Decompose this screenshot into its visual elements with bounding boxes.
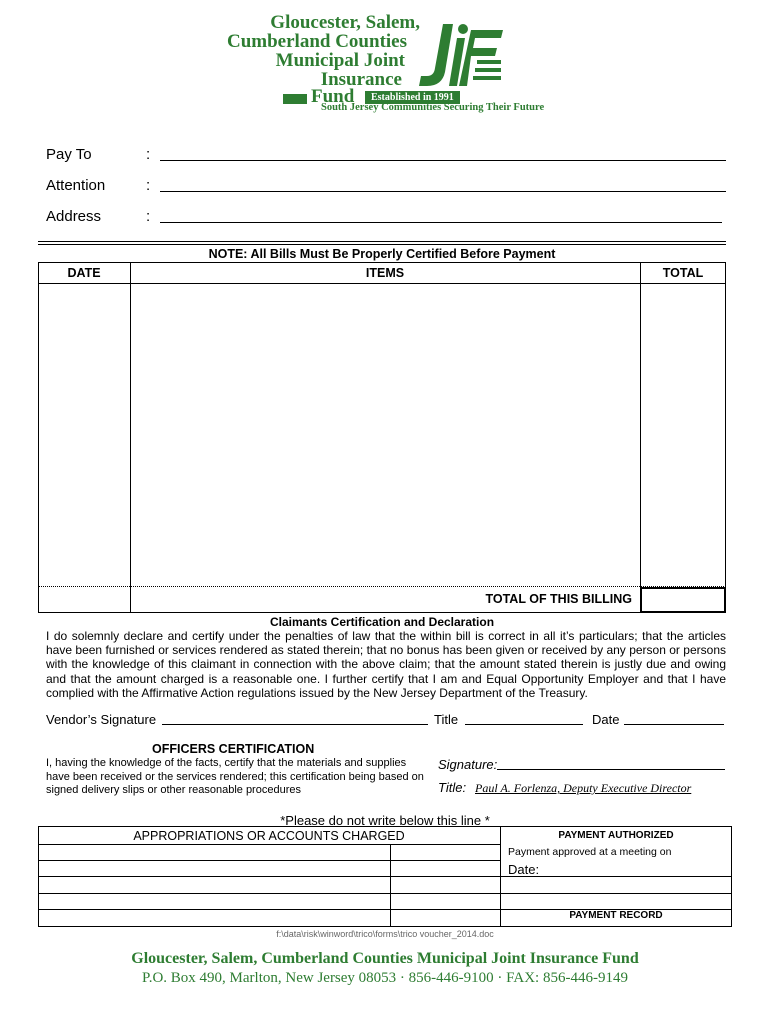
col-date-header: DATE — [67, 266, 101, 280]
attention-label: Attention — [46, 177, 106, 194]
appropriations-rule-5 — [38, 909, 500, 910]
vendor-title-label: Title — [434, 712, 459, 727]
vendor-signature-label: Vendor’s Signature — [46, 712, 157, 727]
pay-to-input[interactable] — [160, 160, 726, 161]
file-path: f:\data\risk\winword\trico\forms\trico voucher_2014.doc — [276, 929, 494, 939]
footer-address: P.O. Box 490, Marlton, New Jersey 08053 · 856-446-9100 · FAX: 856-446-9149 — [142, 970, 628, 986]
payment-approved-text: Payment approved at a meeting on — [508, 846, 672, 858]
appropriations-rule-3 — [38, 876, 732, 877]
logo-line-1: Gloucester, Salem, — [270, 12, 420, 33]
appropriations-header: APPROPRIATIONS OR ACCOUNTS CHARGED — [133, 829, 405, 843]
officers-text: I, having the knowledge of the facts, certify that the materials and supplies have been received or the services rendered; this certification being based on signed delivery slips or other reasonable procedures — [46, 757, 424, 796]
address-colon: : — [146, 208, 151, 225]
footer-org-name: Gloucester, Salem, Cumberland Counties Municipal Joint Insurance Fund — [131, 950, 639, 967]
payment-date-label: Date: — [508, 862, 540, 877]
officer-signature-input[interactable] — [497, 769, 725, 770]
attention-colon: : — [146, 177, 151, 194]
address-input[interactable] — [160, 222, 722, 223]
vendor-title-input[interactable] — [465, 724, 583, 725]
fund-logo — [225, 12, 545, 114]
vendor-date-label: Date — [592, 712, 620, 727]
logo-line-4: Insurance — [320, 69, 402, 90]
logo-tagline: South Jersey Communities Securing Their Future — [321, 102, 545, 113]
total-billing-input[interactable] — [640, 587, 726, 613]
logo-fund-bar — [283, 94, 307, 104]
officers-title: OFFICERS CERTIFICATION — [152, 742, 315, 756]
payment-authorized-header: PAYMENT AUTHORIZED — [558, 830, 674, 841]
jif-emblem-icon — [413, 20, 505, 100]
attention-input[interactable] — [160, 191, 726, 192]
officer-title-label: Title: — [438, 780, 467, 795]
logo-line-5: Fund — [311, 86, 355, 107]
total-billing-label: TOTAL OF THIS BILLING — [485, 592, 632, 606]
appropriations-col-divider — [390, 844, 391, 927]
billing-note: NOTE: All Bills Must Be Properly Certified Before Payment — [208, 247, 556, 261]
col-items-header: ITEMS — [365, 266, 405, 280]
claimant-text: I do solemnly declare and certify under the penalties of law that the within bill is correct in all it’s particulars; that the articles have been furnished or services rendered as stated therein; that no bonus has been given or received by any person or persons with the knowledge of this claimant in connection with the above claim; that the amount stated therein is justly due and owing and that the amount charged is a reasonable one. I further certify that I am and Equal Opportunity Employer and that I have complied with the Affirmative Action regulations issued by the New Jersey Department of the Treasury. — [46, 629, 726, 700]
claimant-title: Claimants Certification and Declaration — [269, 615, 495, 629]
logo-line-2: Cumberland Counties — [227, 31, 407, 52]
appropriations-rule-1 — [38, 844, 500, 845]
do-not-write-note: *Please do not write below this line * — [280, 813, 490, 828]
billing-total-rule — [38, 586, 726, 587]
header-double-rule — [38, 241, 726, 245]
billing-items-area[interactable] — [131, 284, 639, 585]
vendor-signature-input[interactable] — [162, 724, 428, 725]
appropriations-rule-2 — [38, 860, 500, 861]
pay-to-label: Pay To — [46, 146, 92, 163]
logo-line-3: Municipal Joint — [275, 50, 405, 71]
pay-to-colon: : — [146, 146, 151, 163]
payment-record-header: PAYMENT RECORD — [569, 910, 663, 921]
officer-signature-label: Signature: — [438, 757, 498, 772]
total-col-divider — [640, 262, 641, 613]
appropriations-rule-4 — [38, 893, 732, 894]
col-total-header: TOTAL — [662, 266, 704, 280]
officer-title-value: Paul A. Forlenza, Deputy Executive Director — [475, 781, 692, 795]
established-badge: Established in 1991 — [365, 91, 460, 104]
vendor-date-input[interactable] — [624, 724, 724, 725]
address-label: Address — [46, 208, 102, 225]
